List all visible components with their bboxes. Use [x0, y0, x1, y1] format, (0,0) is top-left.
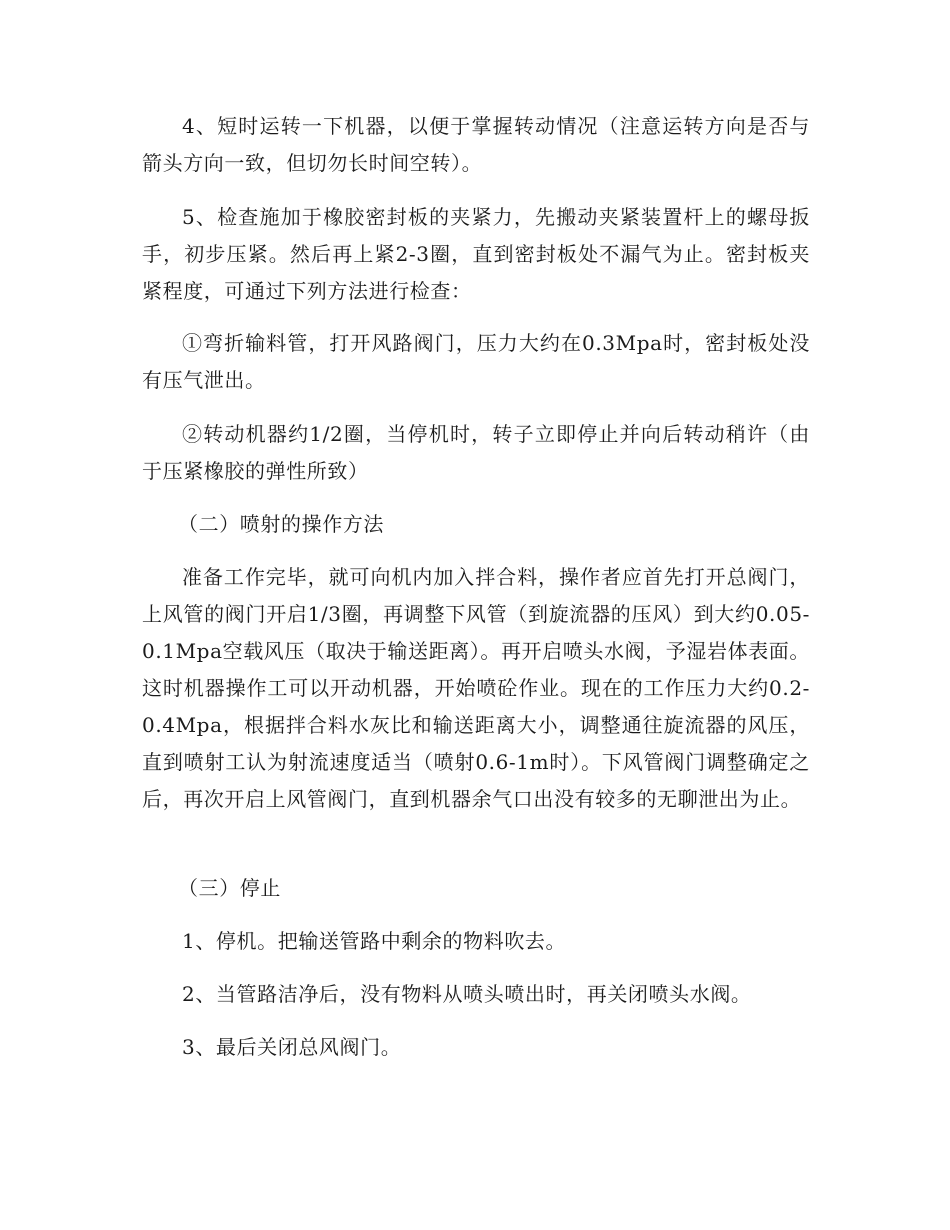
paragraph-check-1: ①弯折输料管，打开风路阀门，压力大约在0.3Mpa时，密封板处没有压气泄出。 — [142, 331, 810, 392]
paragraph-stop-3: 3、最后关闭总风阀门。 — [182, 1035, 402, 1059]
paragraph-step-5: 5、检查施加于橡胶密封板的夹紧力，先搬动夹紧装置杆上的螺母扳手，初步压紧。然后再上紧2-3圈，直到密封板处不漏气为止。密封板夹紧程度，可通过下列方法进行检查： — [142, 205, 810, 303]
section-heading-spraying: （二）喷射的操作方法 — [178, 512, 384, 536]
paragraph-stop-2: 2、当管路洁净后，没有物料从喷头喷出时，再关闭喷头水阀。 — [182, 982, 752, 1006]
paragraph-step-4: 4、短时运转一下机器，以便于掌握转动情况（注意运转方向是否与箭头方向一致，但切勿长时间空转）。 — [142, 114, 810, 175]
paragraph-check-2: ②转动机器约1/2圈，当停机时，转子立即停止并向后转动稍许（由于压紧橡胶的弹性所致） — [142, 422, 810, 483]
section-heading-stop: （三）停止 — [178, 876, 281, 900]
paragraph-spraying-method: 准备工作完毕，就可向机内加入拌合料，操作者应首先打开总阀门，上风管的阀门开启1/3圈，再调整下风管（到旋流器的压风）到大约0.05-0.1Mpa空载风压（取决于输送距离）。再开启喷头水阀，予湿岩体表面。这时机器操作工可以开动机器，开始喷砼作业。现在的工作压力大约0.2-0.4Mpa，根据拌合料水灰比和输送距离大小，调整通往旋流器的风压，直到喷射工认为射流速度适当（喷射0.6-1m时）。下风管阀门调整确定之后，再次开启上风管阀门，直到机器余气口出没有较多的无聊泄出为止。 — [142, 565, 811, 811]
paragraph-stop-1: 1、停机。把输送管路中剩余的物料吹去。 — [182, 929, 567, 953]
